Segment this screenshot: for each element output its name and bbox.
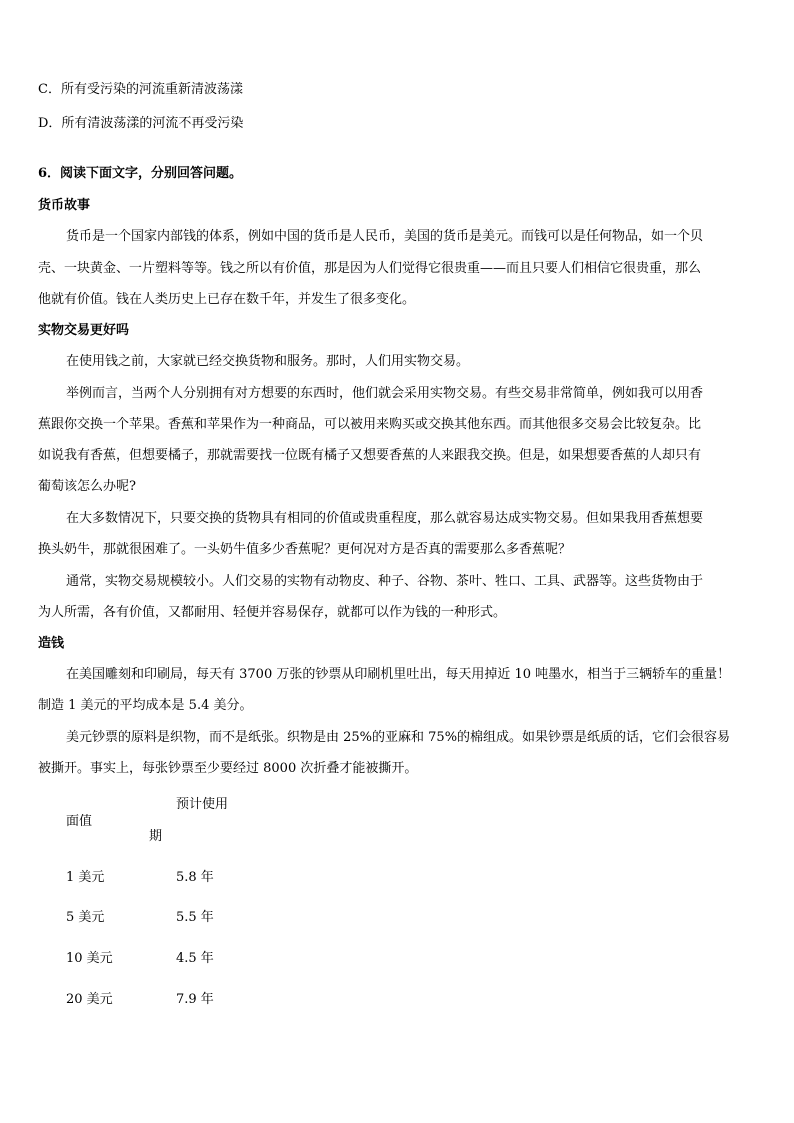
paragraph-line: 在美国雕刻和印刷局，每天有 3700 万张的钞票从印刷机里吐出，每天用掉近 10 吨墨水，相当于三辆轿车的重量！	[66, 667, 731, 682]
paragraph-line: 如说我有香蕉，但想要橘子，那就需要找一位既有橘子又想要香蕉的人来跟我交换。但是，如果想要香蕉的人却只有	[38, 448, 702, 463]
table-header-lifespan-line2: 期	[149, 829, 163, 844]
section-heading-making-money: 造钱	[38, 636, 65, 651]
paragraph-line: 为人所需，各有价值，又都耐用、轻便并容易保存，就都可以作为钱的一种形式。	[38, 605, 507, 620]
table-header-lifespan-line1: 预计使用	[176, 797, 229, 812]
paragraph-line: 换头奶牛，那就很困难了。一头奶牛值多少香蕉呢？更何况对方是否真的需要那么多香蕉呢？	[38, 542, 572, 557]
paragraph-line: 制造 1 美元的平均成本是 5.4 美分。	[38, 698, 253, 713]
paragraph-line: 在使用钱之前，大家就已经交换货物和服务。那时，人们用实物交易。	[66, 354, 470, 369]
paragraph-line: 被撕开。事实上，每张钞票至少要经过 8000 次折叠才能被撕开。	[38, 761, 418, 776]
paragraph-line: 壳、一块黄金、一片塑料等等。钱之所以有价值，那是因为人们觉得它很贵重——而且只要人们相信它很贵重，那么	[38, 261, 702, 276]
table-cell-lifespan: 4.5 年	[176, 951, 214, 966]
table-cell-denomination: 20 美元	[66, 992, 113, 1007]
table-cell-denomination: 1 美元	[66, 870, 105, 885]
table-cell-lifespan: 5.5 年	[176, 910, 214, 925]
question-title: 6．阅读下面文字，分别回答问题。	[38, 166, 243, 181]
paragraph-line: 举例而言，当两个人分别拥有对方想要的东西时，他们就会采用实物交易。有些交易非常简单，例如我可以用香	[66, 386, 704, 401]
paragraph-line: 在大多数情况下，只要交换的货物具有相同的价值或贵重程度，那么就容易达成实物交易。但如果我用香蕉想要	[66, 511, 704, 526]
table-cell-denomination: 5 美元	[66, 910, 105, 925]
table-cell-lifespan: 5.8 年	[176, 870, 214, 885]
paragraph-line: 蕉跟你交换一个苹果。香蕉和苹果作为一种商品，可以被用来购买或交换其他东西。而其他很多交易会比较复杂。比	[38, 417, 702, 432]
option-c: C．所有受污染的河流重新清波荡漾	[38, 82, 243, 97]
option-d: D．所有清波荡漾的河流不再受污染	[38, 116, 244, 131]
table-cell-lifespan: 7.9 年	[176, 992, 214, 1007]
section-heading-money-story: 货币故事	[38, 198, 91, 213]
table-cell-denomination: 10 美元	[66, 951, 113, 966]
paragraph-line: 葡萄该怎么办呢?	[38, 479, 136, 494]
table-header-denomination: 面值	[66, 814, 93, 829]
paragraph-line: 他就有价值。钱在人类历史上已存在数千年，并发生了很多变化。	[38, 292, 416, 307]
paragraph-line: 货币是一个国家内部钱的体系，例如中国的货币是人民币，美国的货币是美元。而钱可以是任何物品，如一个贝	[66, 229, 704, 244]
section-heading-barter: 实物交易更好吗	[38, 323, 130, 338]
paragraph-line: 美元钞票的原料是织物，而不是纸张。织物是由 25%的亚麻和 75%的棉组成。如果钞票是纸质的话，它们会很容易	[66, 730, 731, 745]
paragraph-line: 通常，实物交易规模较小。人们交易的实物有动物皮、种子、谷物、茶叶、牲口、工具、武器等。这些货物由于	[66, 574, 704, 589]
